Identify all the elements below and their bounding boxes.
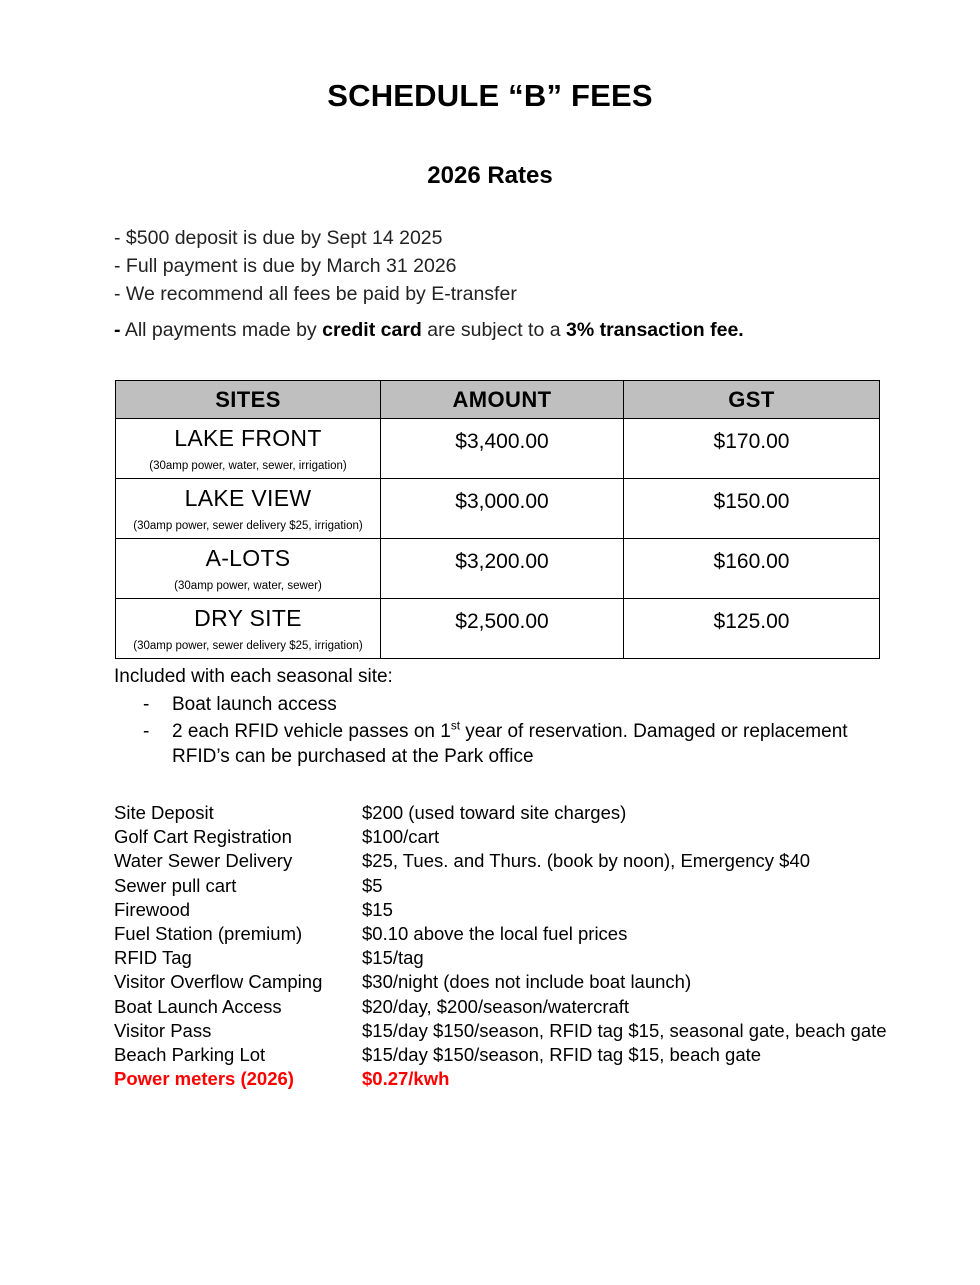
table-row [116, 539, 880, 599]
fee-value: $30/night (does not include boat launch) [362, 971, 692, 993]
page-subtitle: 2026 Rates [427, 162, 553, 189]
column-header-gst: GST [624, 381, 880, 419]
rfid-text-pre: 2 each RFID vehicle passes on 1 [172, 721, 451, 742]
cell-site-name [116, 599, 381, 659]
included-heading: Included with each seasonal site: [114, 666, 393, 687]
fee-value: $15 [362, 898, 393, 920]
fee-label: Fuel Station (premium) [114, 923, 303, 945]
page-title: SCHEDULE “B” FEES [327, 78, 653, 113]
fee-label: Firewood [114, 898, 191, 920]
fee-label: RFID Tag [114, 947, 192, 969]
site-title: A-LOTS [205, 545, 291, 571]
additional-fee-list [114, 801, 914, 1091]
fee-label: Visitor Overflow Camping [114, 971, 323, 993]
cell-gst: $125.00 [624, 599, 880, 659]
note-line-deposit: - $500 deposit is due by Sept 14 2025 [114, 227, 443, 249]
fee-value: $15/tag [362, 947, 424, 969]
fee-label: Sewer pull cart [114, 874, 237, 896]
fee-row [114, 801, 914, 825]
fee-label: Boat Launch Access [114, 995, 282, 1017]
credit-card-text-1: All payments made by [120, 319, 323, 341]
list-item [114, 692, 914, 717]
note-line-full-payment: - Full payment is due by March 31 2026 [114, 255, 457, 277]
cell-site-name [116, 479, 381, 539]
cell-gst: $150.00 [624, 479, 880, 539]
cell-amount: $3,000.00 [381, 479, 624, 539]
site-description: (30amp power, sewer delivery $25, irrigation) [133, 520, 363, 532]
fee-row [114, 825, 914, 849]
fee-label: Beach Parking Lot [114, 1044, 266, 1066]
site-title: DRY SITE [194, 605, 302, 631]
table-row [116, 419, 880, 479]
credit-card-bold-1: credit card [322, 319, 422, 341]
cell-amount: $3,200.00 [381, 539, 624, 599]
fee-row-power-meters [114, 1067, 914, 1091]
fee-row [114, 1043, 914, 1067]
fee-value: $100/cart [362, 826, 440, 848]
fee-value: $15/day $150/season, RFID tag $15, beach gate [362, 1044, 762, 1066]
credit-card-text-2: are subject to a [421, 319, 566, 341]
table-row [116, 599, 880, 659]
cell-site-name [116, 419, 381, 479]
fee-value: $0.27/kwh [362, 1068, 450, 1090]
bullet-dash: - [143, 721, 150, 742]
column-header-amount: AMOUNT [381, 381, 624, 419]
included-item-text: Boat launch access [172, 694, 337, 715]
ordinal-suffix: st [450, 719, 460, 733]
list-item [114, 719, 914, 769]
cell-gst: $160.00 [624, 539, 880, 599]
fee-value: $200 (used toward site charges) [362, 802, 627, 823]
included-item-text [172, 719, 914, 769]
credit-card-bold-2: 3% transaction fee. [566, 319, 744, 341]
fee-label: Site Deposit [114, 802, 214, 823]
note-line-credit-card [114, 316, 904, 344]
fee-value: $5 [362, 874, 383, 896]
fee-row [114, 970, 914, 994]
cell-amount: $3,400.00 [381, 419, 624, 479]
fee-label: Water Sewer Delivery [114, 850, 293, 872]
fee-value: $20/day, $200/season/watercraft [362, 995, 630, 1017]
fee-row [114, 849, 914, 873]
site-fees-table [115, 380, 880, 659]
fee-value: $15/day $150/season, RFID tag $15, seasonal gate, beach gate [362, 1019, 887, 1041]
fee-row [114, 995, 914, 1019]
fee-value: $25, Tues. and Thurs. (book by noon), Emergency $40 [362, 850, 811, 872]
intro-notes [114, 224, 904, 344]
fee-label: Power meters (2026) [114, 1068, 294, 1090]
bullet-dash: - [143, 694, 150, 715]
fee-label: Golf Cart Registration [114, 826, 292, 848]
cell-site-name [116, 539, 381, 599]
cell-gst: $170.00 [624, 419, 880, 479]
note-line-etransfer: - We recommend all fees be paid by E-transfer [114, 283, 517, 305]
fee-row [114, 922, 914, 946]
site-description: (30amp power, water, sewer, irrigation) [149, 460, 347, 472]
site-description: (30amp power, water, sewer) [174, 580, 322, 592]
table-header-row [116, 381, 880, 419]
fee-label: Visitor Pass [114, 1019, 212, 1041]
fee-row [114, 874, 914, 898]
table-row [116, 479, 880, 539]
site-title: LAKE FRONT [174, 425, 322, 451]
column-header-sites: SITES [116, 381, 381, 419]
fee-row [114, 898, 914, 922]
site-title: LAKE VIEW [184, 485, 312, 511]
fee-value: $0.10 above the local fuel prices [362, 923, 628, 945]
rfid-text-post: year of reservation. Damaged or replacement RFID’s can be purchased at the Park office [172, 721, 848, 767]
included-section [114, 664, 914, 769]
site-description: (30amp power, sewer delivery $25, irrigation) [133, 640, 363, 652]
cell-amount: $2,500.00 [381, 599, 624, 659]
credit-card-dash: - [114, 319, 121, 341]
fee-row [114, 1019, 914, 1043]
fee-row [114, 946, 914, 970]
